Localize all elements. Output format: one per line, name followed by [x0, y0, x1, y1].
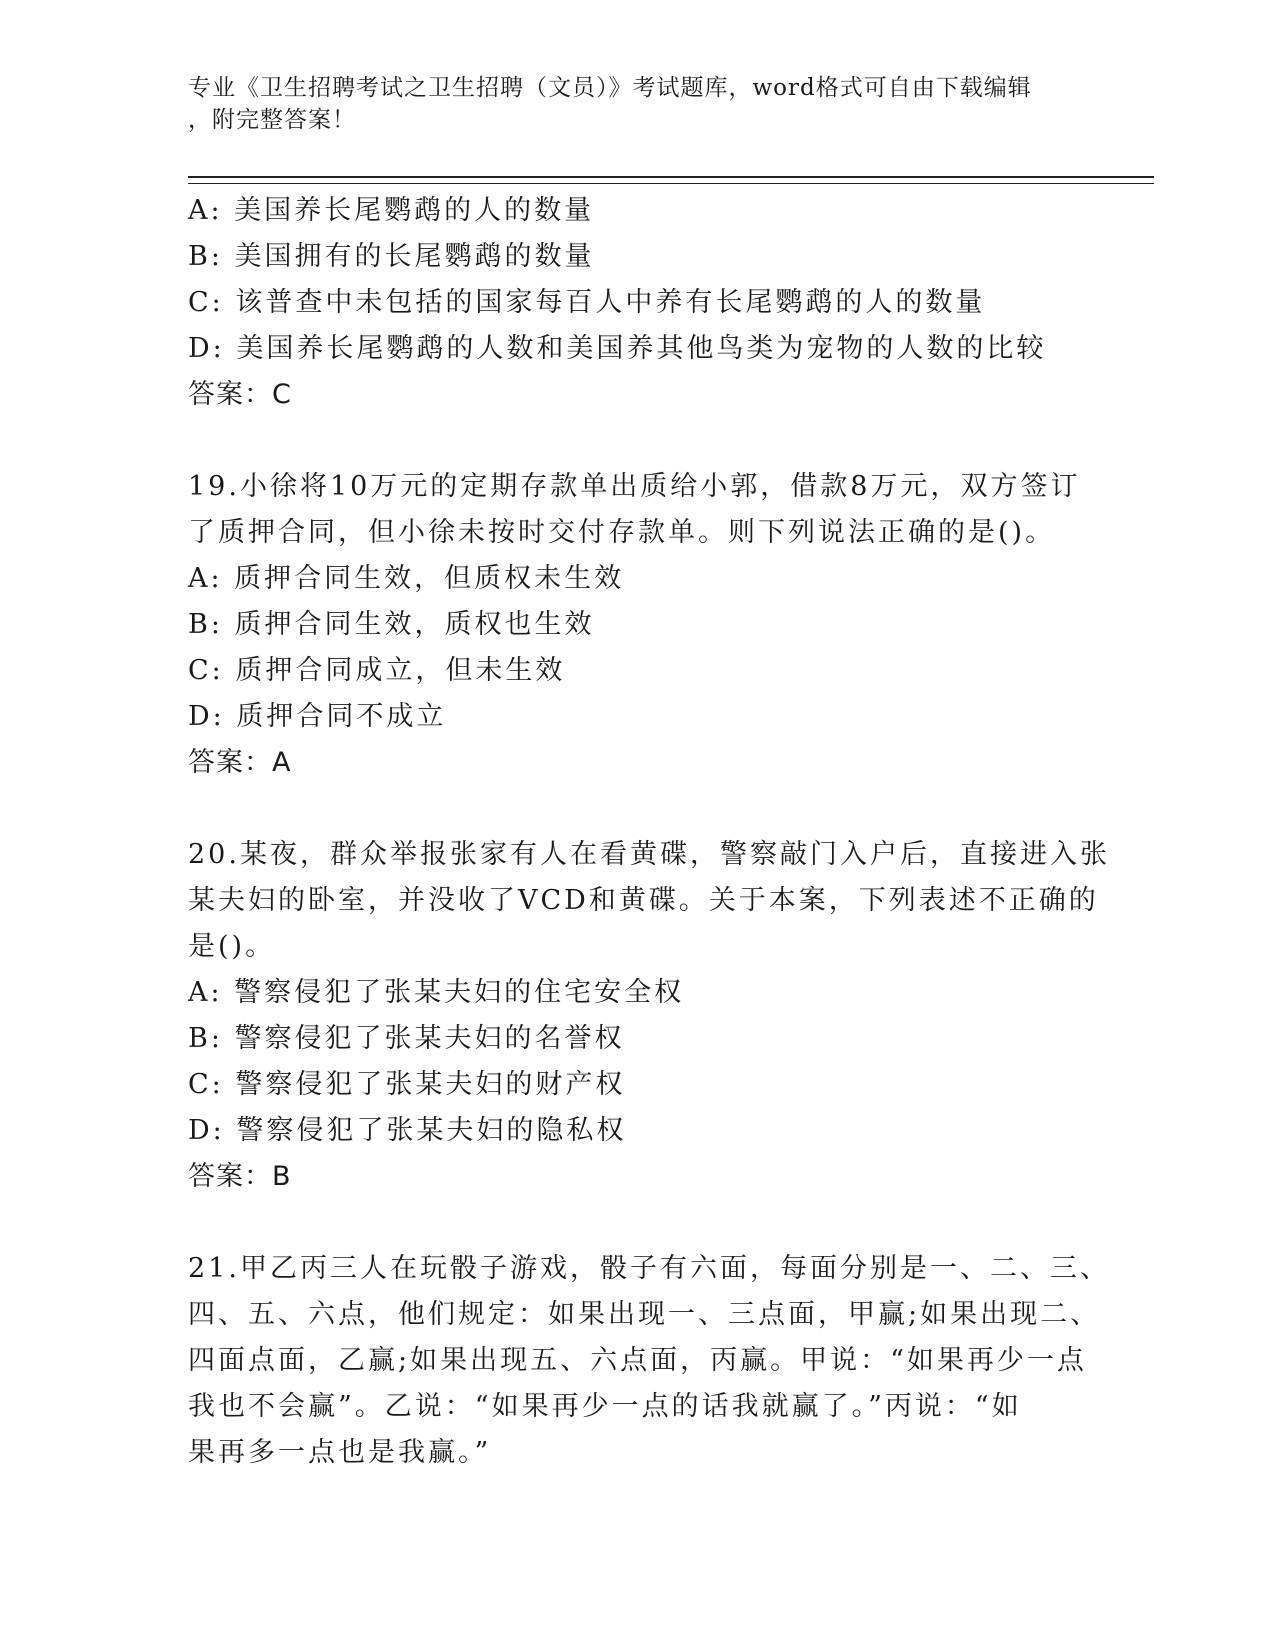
q19-answer: 答案：A [188, 747, 292, 778]
q18-option-a: A: 美国养长尾鹦鹉的人的数量 [188, 195, 595, 226]
question-18 [188, 188, 1088, 418]
question-21 [188, 1246, 1110, 1476]
header-line-1: 专业《卫生招聘考试之卫生招聘（文员）》考试题库，word格式可自由下载编辑 [188, 75, 1032, 101]
q21-stem-line-2: 四、五、六点，他们规定：如果出现一、三点面，甲赢;如果出现二、 [188, 1299, 1101, 1330]
q19-option-b: B: 质押合同生效，质权也生效 [188, 609, 595, 640]
q18-option-c: C: 该普查中未包括的国家每百人中养有长尾鹦鹉的人的数量 [188, 287, 986, 318]
q21-stem-line-1: 21.甲乙丙三人在玩骰子游戏，骰子有六面，每面分别是一、二、三、 [188, 1253, 1110, 1284]
q21-stem-line-4: 我也不会赢”。乙说：“如果再少一点的话我就赢了。”丙说：“如 [188, 1391, 1022, 1422]
q19-option-c: C: 质押合同成立，但未生效 [188, 655, 566, 686]
q18-option-d: D: 美国养长尾鹦鹉的人数和美国养其他鸟类为宠物的人数的比较 [188, 333, 1047, 364]
q18-answer: 答案：C [188, 379, 292, 410]
q18-option-b: B: 美国拥有的长尾鹦鹉的数量 [188, 241, 595, 272]
q20-option-a: A: 警察侵犯了张某夫妇的住宅安全权 [188, 977, 685, 1008]
q19-stem-line-2: 了质押合同，但小徐未按时交付存款单。则下列说法正确的是()。 [188, 517, 1056, 548]
header-divider [188, 176, 1154, 184]
q19-option-d: D: 质押合同不成立 [188, 701, 447, 732]
q20-option-c: C: 警察侵犯了张某夫妇的财产权 [188, 1069, 626, 1100]
header-line-2: ，附完整答案！ [188, 107, 356, 133]
q20-stem-line-1: 20.某夜，群众举报张家有人在看黄碟，警察敲门入户后，直接进入张 [188, 839, 1110, 870]
q20-option-d: D: 警察侵犯了张某夫妇的隐私权 [188, 1115, 627, 1146]
q20-stem-line-2: 某夫妇的卧室，并没收了VCD和黄碟。关于本案，下列表述不正确的 [188, 885, 1099, 916]
q20-stem-line-3: 是()。 [188, 931, 276, 962]
q19-stem-line-1: 19.小徐将10万元的定期存款单出质给小郭，借款8万元，双方签订 [188, 471, 1081, 502]
question-20 [188, 832, 1110, 1200]
q20-answer: 答案：B [188, 1161, 292, 1192]
question-19 [188, 464, 1088, 786]
q21-stem-line-5: 果再多一点也是我赢。” [188, 1437, 492, 1468]
q21-stem-line-3: 四面点面，乙赢;如果出现五、六点面，丙赢。甲说：“如果再少一点 [188, 1345, 1087, 1376]
q19-option-a: A: 质押合同生效，但质权未生效 [188, 563, 625, 594]
q20-option-b: B: 警察侵犯了张某夫妇的名誉权 [188, 1023, 625, 1054]
document-header [188, 72, 1088, 136]
document-body [188, 188, 1110, 1476]
